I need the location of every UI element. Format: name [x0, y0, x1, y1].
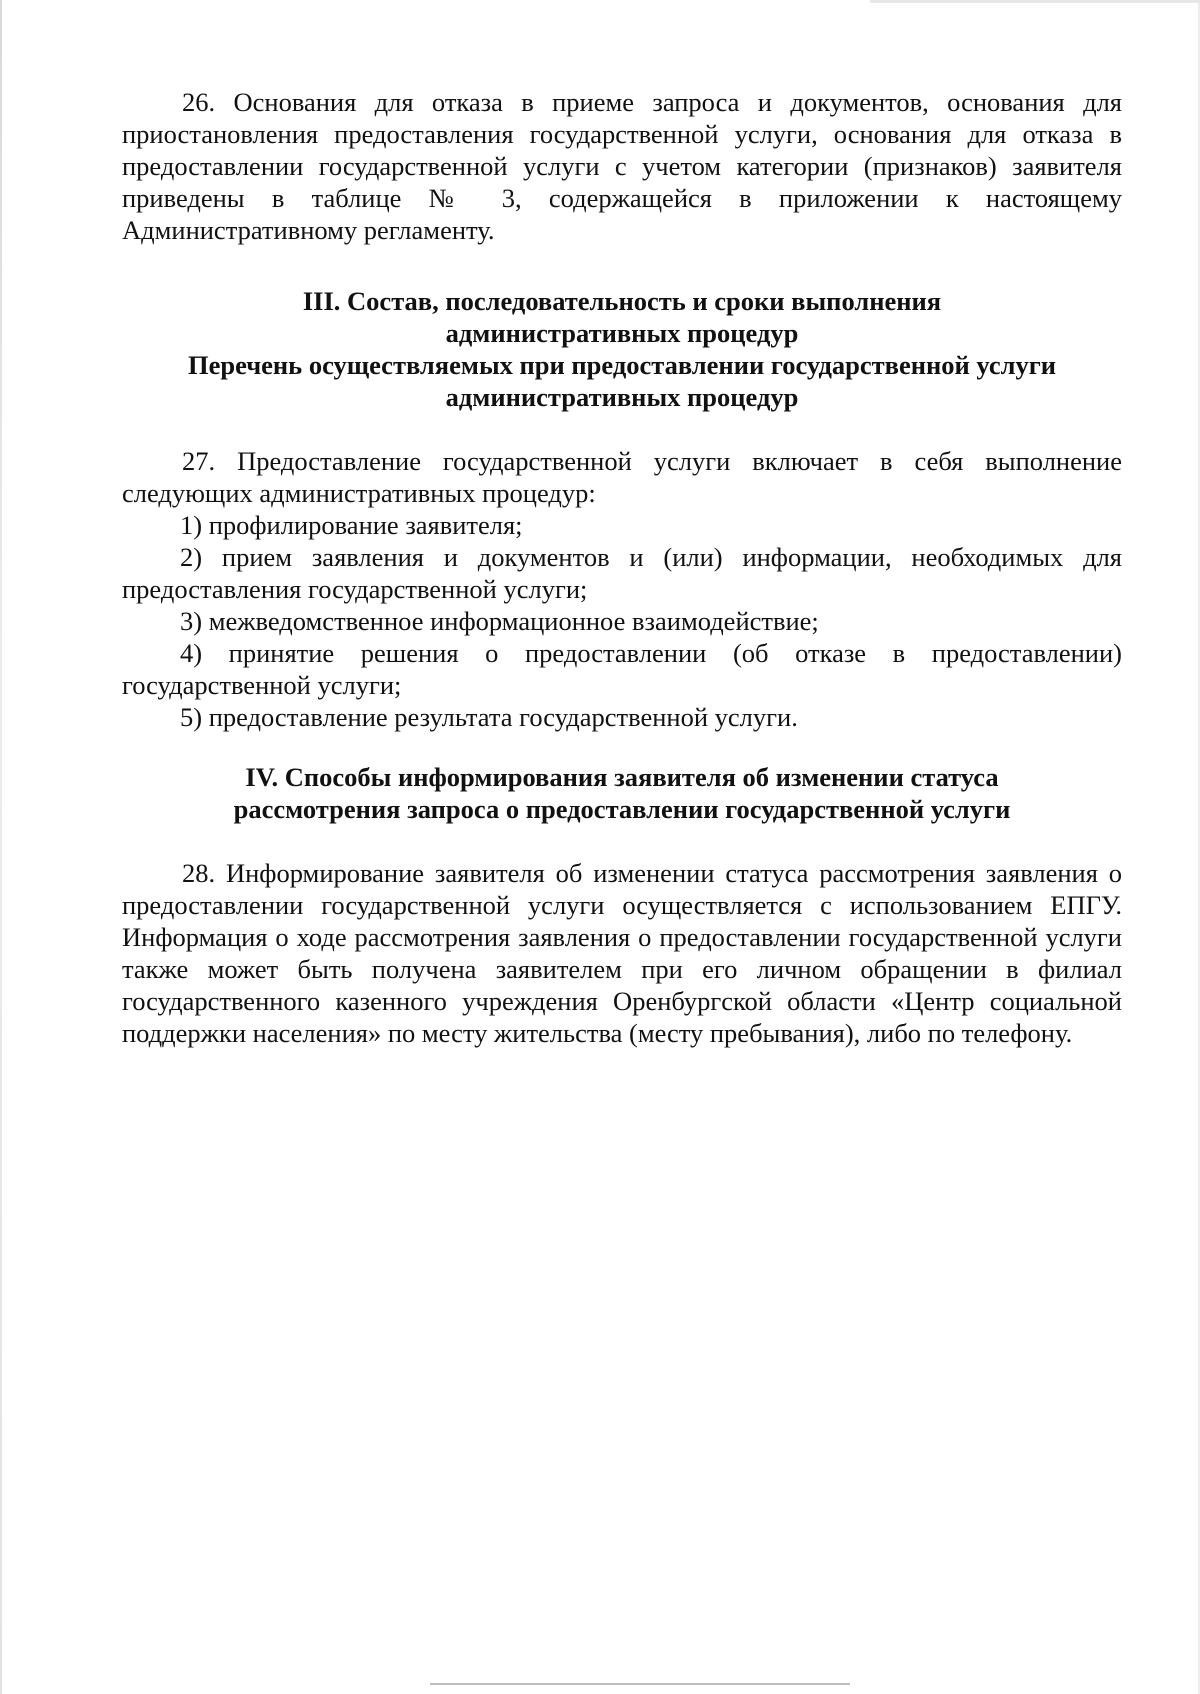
spacer — [122, 246, 1122, 285]
section-3-title-line-2: административных процедур — [445, 318, 799, 348]
paragraph-27-intro: 27. Предоставление государственной услуги включает в себя выполнение следующих административных процедур: — [122, 446, 1122, 508]
section-3-title-line-1: III. Состав, последовательность и сроки выполнения — [302, 286, 942, 316]
section-3-heading — [122, 285, 1122, 413]
spacer — [122, 413, 1122, 445]
spacer — [122, 733, 1122, 761]
section-3-subtitle-line-2: административных процедур — [445, 382, 799, 412]
section-4-title-line-1: IV. Способы информирования заявителя об изменении статуса — [245, 762, 999, 792]
list-item: 4) принятие решения о предоставлении (об отказе в предоставлении) государственной услуги; — [122, 638, 1122, 700]
section-4-heading — [122, 761, 1122, 825]
scan-edge-left — [0, 0, 2, 1694]
scan-bottom-line — [430, 1683, 850, 1685]
list-item: 2) прием заявления и документов и (или) информации, необходимых для предоставления государственной услуги; — [122, 542, 1122, 604]
list-item: 5) предоставление результата государственной услуги. — [180, 702, 798, 732]
paragraph-28: 28. Информирование заявителя об изменении статуса рассмотрения заявления о предоставлении государственной услуги осуществляется с использованием ЕПГУ. Информация о ходе рассмотрения заявления о предоставлении государственной услуги также может быть получена заявителем при его личном обращении в филиал государственного казенного учреждения Оренбургской области «Центр социальной поддержки населения» по месту жительства (месту пребывания), либо по телефону. — [122, 858, 1122, 1048]
spacer — [122, 825, 1122, 857]
paragraph-26: 26. Основания для отказа в приеме запроса и документов, основания для приостановления предоставления государственной услуги, основания для отказа в предоставлении государственной услуги с учетом категории (признаков) заявителя приведены в таблице № 3, содержащейся в приложении к настоящему Административному регламенту. — [122, 87, 1122, 245]
scan-edge-top — [870, 0, 1200, 3]
section-4-title-line-2: рассмотрения запроса о предоставлении государственной услуги — [233, 794, 1011, 824]
paragraph-27 — [122, 445, 1122, 733]
document-body — [122, 86, 1122, 1049]
list-item: 1) профилирование заявителя; — [180, 510, 523, 540]
list-item: 3) межведомственное информационное взаимодействие; — [180, 606, 819, 636]
section-3-subtitle-line-1: Перечень осуществляемых при предоставлении государственной услуги — [187, 350, 1057, 380]
